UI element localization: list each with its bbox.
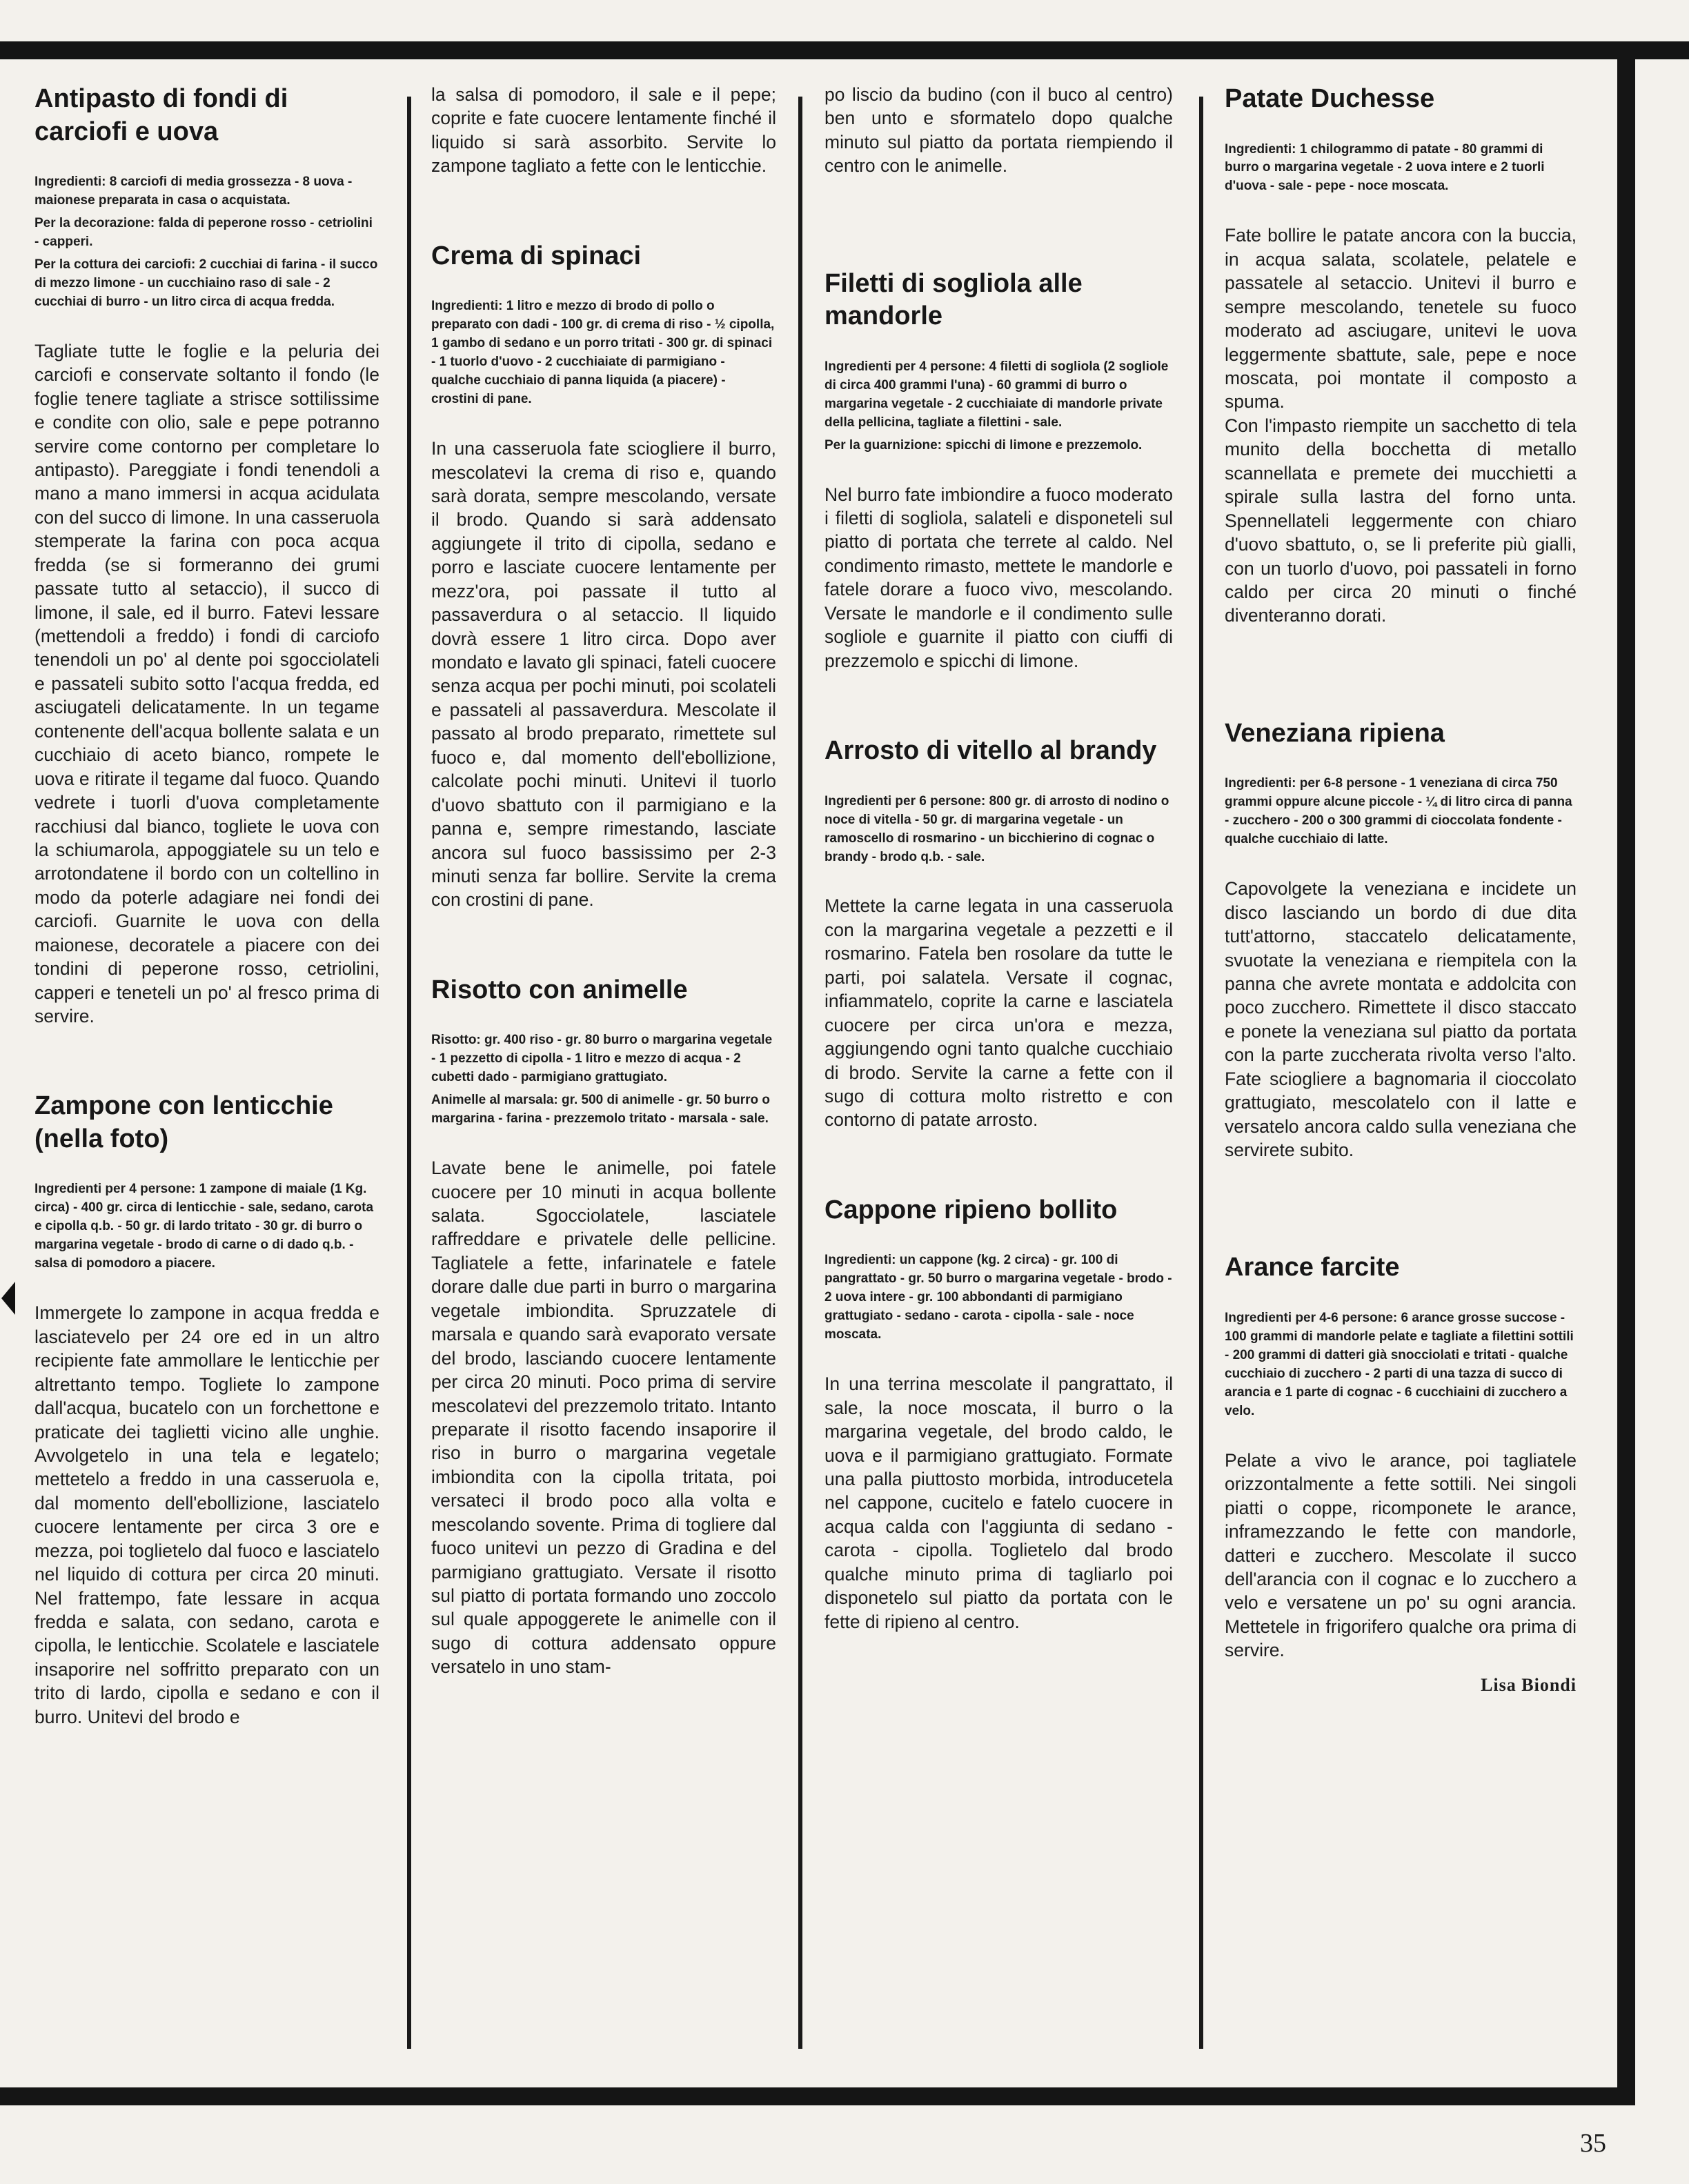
- ingredients-block: [824, 793, 1173, 867]
- ingredients-block: [1225, 1309, 1577, 1421]
- recipe-instructions: Pelate a vivo le arance, poi tagliatele orizzontalmente a fette sottili. Nei singoli piatti o coppe, ricomponete le arance, inframezzando le fette con mandorle, datteri e zucchero. Mescolate il succo dell'arancia con il cognac e lo zucchero a velo e versatene un po' su ogni arancia. Mettetele in frigorifero qualche ora prima di servire.: [1225, 1449, 1577, 1661]
- recipe-instructions: Mettete la carne legata in una casseruola con la margarina vegetale a pezzetti e il rosmarino. Fatela ben rosolare da tutte le parti, poi salatela. Versate il cognac, infiammatelo, coprite la carne e lasciatela cuocere per circa un'ora e mezza, aggiungendo ogni tanto qualche cucchiaio di brodo. Servite la carne a fette con il sugo di cottura molto ristretto e con contorno di patate arrosto.: [824, 895, 1173, 1131]
- column-3: [824, 83, 1173, 2083]
- column-divider: [798, 97, 802, 2049]
- ingredients-text: Ingredienti: 8 carciofi di media grossezza - 8 uova - maionese preparata in casa o acquistata.: [34, 175, 353, 208]
- recipe-title: Crema di spinaci: [431, 241, 642, 270]
- recipe-title: Veneziana ripiena: [1225, 718, 1445, 748]
- recipe-title: Patate Duchesse: [1225, 84, 1435, 113]
- recipe-veneziana: [1225, 717, 1577, 1162]
- recipe-risotto: [431, 974, 776, 1679]
- recipe-instructions: Lavate bene le animelle, poi fatele cuocere per 10 minuti in acqua bollente salata. Sgocciolatele, lasciatele raffreddare e privatele delle pellicine. Tagliatele a fette, infarinatele e fatele dorare dalle due parti in burro o margarina vegetale imbiondita. Spruzzatele di marsala e quando sarà evaporato versate del brodo, lasciando cuocere lentamente per circa 20 minuti. Poco prima di servire mescolatevi del prezzemolo tritato. Intanto preparate il risotto facendo insaporire il riso in burro o margarina vegetale imbiondita con la cipolla tritata, poi versateci il brodo poco alla volta e mescolando sovente. Prima di togliere dal fuoco unitevi un pezzo di Gradina e del parmigiano grattugiato. Versate il risotto sul piatto di portata formando uno zoccolo sul quale appoggerete le animelle con il sugo di cottura addensato oppure versatelo in uno stam-: [431, 1158, 776, 1678]
- recipe-arance: [1225, 1251, 1577, 1695]
- ingredients-text: Ingredienti: un cappone (kg. 2 circa) - gr. 100 di pangrattato - gr. 50 burro o margarina vegetale - brodo - 2 uova intere - gr. 100 abbondanti di parmigiano grattugiato - sedano - carota - cipolla - sale - noce moscata.: [824, 1253, 1172, 1342]
- page-frame-bottom: [0, 2087, 1635, 2105]
- author-signature: Lisa Biondi: [1481, 1674, 1577, 1695]
- ingredients-text: Ingredienti per 4 persone: 4 filetti di sogliola (2 sogliole di circa 400 grammi l'una) - 60 grammi di burro o margarina vegetale - 2 cucchiaiate di mandorle private della pellicina, tagliate a filettini - sale.: [824, 359, 1169, 430]
- ingredients-block: [824, 1251, 1173, 1344]
- page-number: 35: [1580, 2129, 1606, 2158]
- arrow-left-icon: [1, 1282, 15, 1315]
- recipe-instructions: Nel burro fate imbiondire a fuoco moderato i filetti di sogliola, salateli e disponeteli sul piatto di portata che terrete al caldo. Nel condimento rimasto, mettete le mandorle e fatele dorare a fuoco vivo, mescolando. Versate le mandorle e il condimento sulle sogliole e guarnite il piatto con ciuffi di prezzemolo e spicchi di limone.: [824, 484, 1173, 671]
- recipe-arrosto: [824, 735, 1173, 1132]
- ingredients-block: [431, 297, 776, 409]
- recipe-filetti: [824, 268, 1173, 673]
- recipe-instructions: Capovolgete la veneziana e incidete un disco lasciando un bordo di due dita tutt'attorno, staccatelo delicatamente, svuotate la veneziana e riempitela con la panna che avrete montata e addolcita con poco zucchero. Rimettete il disco staccato e ponete la veneziana sul piatto da portata con la parte zuccherata rivolta verso l'alto. Fate sciogliere a bagnomaria il cioccolato grattugiato, mescolatelo con il latte e versatelo ancora caldo sulla veneziana che servirete subito.: [1225, 878, 1577, 1161]
- recipe-patate: [1225, 83, 1577, 628]
- column-1: [34, 83, 379, 2083]
- recipe-zampone: [34, 1090, 379, 1729]
- decoration-text: Per la decorazione: falda di peperone rosso - cetriolini - capperi.: [34, 215, 373, 249]
- ingredients-text: Ingredienti: 1 litro e mezzo di brodo di pollo o preparato con dadi - 100 gr. di crema di riso - ½ cipolla, 1 gambo di sedano e un porro tritati - 300 gr. di spinaci - 1 tuorlo d'uovo - 2 cucchiaiate di parmigiano - qualche cucchiaio di panna liquida (a piacere) - crostini di pane.: [431, 299, 775, 407]
- ingredients-block: [1225, 775, 1577, 849]
- ingredients-block: [1225, 141, 1577, 197]
- garnish-text: Per la guarnizione: spicchi di limone e prezzemolo.: [824, 437, 1143, 453]
- recipe-instructions: Tagliate tutte le foglie e la peluria dei carciofi e conservate soltanto il fondo (le foglie tenere tagliate a strisce sottilissime e condite con olio, sale e pepe potranno servire come contorno per completare lo antipasto). Pareggiate i fondi tenendoli a mano a mano immersi in acqua acidulata con del succo di limone. In una casseruola stemperate la farina con poca acqua fredda (se si formeranno dei grumi passate tutto al setaccio), il succo di limone, il sale, ed il burro. Fatevi lessare (mettendoli a freddo) i fondi di carciofo tenendoli un po' al dente poi sgocciolateli e passateli subito sotto l'acqua fredda, ed asciugateli delicatamente. In un tegame contenente dell'acqua bollente salata e un cucchiaio di aceto bianco, rompete le uova e ritirate il tegame dal fuoco. Quando vedrete i tuorli d'uova completamente racchiusi dal bianco, togliete le uova con la schiumarola, appoggiatele su un telo e arrotondatene il bordo con un coltellino in modo da poterle adagiare nei fondi dei carciofi. Guarnite le uova con della maionese, decoratele a piacere con dei tondini di peperone rosso, cetriolini, capperi e teneteli un po' al fresco prima di servire.: [34, 340, 379, 1027]
- recipe-instructions-continued: Con l'impasto riempite un sacchetto di tela munito della bocchetta di metallo scannellata e premete dei mucchietti a spirale sulla lastra del forno unta. Spennellateli leggermente con chiaro d'uovo sbattuto, o, se li preferite più gialli, con un tuorlo d'uovo, poi passateli in forno caldo per circa 20 minuti o finché diventeranno dorati.: [1225, 415, 1577, 626]
- recipe-title: Risotto con animelle: [431, 975, 688, 1004]
- recipe-instructions: In una terrina mescolate il pangrattato, il sale, la noce moscata, il burro o la margarina vegetale, del brodo caldo, le uova e il parmigiano grattugiato. Formate una palla piuttosto morbida, introducetela nel cappone, cucitelo e fatelo cuocere in acqua calda con l'aggiunta di sedano - carota - cipolla. Toglietelo dal brodo qualche minuto prima di tagliarlo poi disponetelo sul piatto da portata con le fette di ripieno al centro.: [824, 1373, 1173, 1632]
- page-frame-top: [0, 41, 1689, 59]
- recipe-risotto-continued: [824, 83, 1173, 178]
- recipe-instructions-continued: po liscio da budino (con il buco al centro) ben unto e sformatelo dopo qualche minuto sul piatto da portata riempiendo il centro con le animelle.: [824, 84, 1173, 177]
- recipe-title: Arance farcite: [1225, 1253, 1400, 1282]
- column-4: [1225, 83, 1577, 2083]
- column-divider: [1199, 97, 1203, 2049]
- recipe-instructions: In una casseruola fate sciogliere il burro, mescolatevi la crema di riso e, quando sarà dorata, sempre mescolando, versate il brodo. Quando si sarà addensato aggiungete il trito di cipolla, sedano e porro e lasciate cuocere lentamente per mezz'ora, poi passate il tutto al passaverdura o al setaccio. Il liquido dovrà essere 1 litro circa. Dopo aver mondato e lavato gli spinaci, fateli cuocere senza acqua per pochi minuti, poi scolateli e passateli al passaverdura. Mescolate il passato al brodo preparato, rimettete sul fuoco e, dal momento dell'ebollizione, calcolate pochi minuti. Unitevi il tuorlo d'uovo sbattuto con il parmigiano e la panna e, sempre rimestando, lasciate ancora sul fuoco bassissimo per 2-3 minuti senza far bollire. Servite la crema con crostini di pane.: [431, 438, 776, 911]
- recipe-title: Cappone ripieno bollito: [824, 1195, 1118, 1224]
- ingredients-text-secondary: Animelle al marsala: gr. 500 di animelle - gr. 50 burro o margarina - farina - prezzemolo tritato - marsala - sale.: [431, 1093, 771, 1126]
- recipe-antipasto: [34, 83, 379, 1028]
- recipe-cappone: [824, 1194, 1173, 1634]
- recipe-title: Antipasto di fondi di carciofi e uova: [34, 84, 288, 146]
- page-frame-right: [1617, 41, 1635, 2105]
- column-2: [431, 83, 776, 2083]
- ingredients-text: Risotto: gr. 400 riso - gr. 80 burro o margarina vegetale - 1 pezzetto di cipolla - 1 litro e mezzo di acqua - 2 cubetti dado - parmigiano grattugiato.: [431, 1033, 773, 1085]
- ingredients-text: Ingredienti per 4 persone: 1 zampone di maiale (1 Kg. circa) - 400 gr. circa di lenticchie - sale, sedano, carota e cipolla q.b. - 50 gr. di lardo tritato - 30 gr. di burro o margarina vegetale - brodo di carne o di dado q.b. - salsa di pomodoro a piacere.: [34, 1182, 374, 1271]
- recipe-title: Arrosto di vitello al brandy: [824, 736, 1157, 766]
- ingredients-block: [34, 173, 379, 312]
- ingredients-text: Ingredienti per 4-6 persone: 6 arance grosse succose - 100 grammi di mandorle pelate e tagliate a filettini sottili - 200 grammi di datteri già snocciolati e tritati - qualche cucchiaio di zucchero - 2 parti di una tazza di succo di arancia e 1 parte di cognac - 6 cucchiaini di zucchero a velo.: [1225, 1310, 1574, 1418]
- recipe-crema-spinaci: [431, 240, 776, 912]
- ingredients-text: Ingredienti: 1 chilogrammo di patate - 80 grammi di burro o margarina vegetale - 2 uova intere e 2 tuorli d'uova - sale - pepe - noce moscata.: [1225, 141, 1545, 194]
- recipe-zampone-continued: [431, 83, 776, 178]
- recipe-instructions: Immergete lo zampone in acqua fredda e lasciatevelo per 24 ore ed in un altro recipiente fate ammollare le lenticchie per altrettanto tempo. Togliete lo zampone dall'acqua, bucatelo con un forchettone e praticate dei taglietti vicino alle unghie. Avvolgetelo in una tela e legatelo; mettetelo a freddo in una casseruola e, dal momento dell'ebollizione, lasciatelo cuocere lentamente per circa 3 ore e mezza, poi toglietelo dal fuoco e lasciatelo nel liquido di cottura per circa 20 minuti. Nel frattempo, fate lessare in acqua fredda e salata, con sedano, carota e cipolla, le lenticchie. Scolatele e lasciatele insaporire nel soffritto preparato con un trito di lardo, cipolla e sedano e con il burro. Unitevi del brodo e: [34, 1302, 379, 1727]
- ingredients-block: [431, 1031, 776, 1129]
- ingredients-text: Ingredienti: per 6-8 persone - 1 veneziana di circa 750 grammi oppure alcune piccole - ¼ di litro circa di panna - zucchero - 200 o 300 grammi di cioccolata fondente - qualche cucchiaio di latte.: [1225, 776, 1572, 847]
- recipe-title: Filetti di sogliola alle mandorle: [824, 268, 1083, 331]
- ingredients-block: [34, 1180, 379, 1273]
- ingredients-block: [824, 358, 1173, 455]
- recipe-instructions-continued: la salsa di pomodoro, il sale e il pepe; coprite e fate cuocere lentamente finché il liquido si sarà assorbito. Servite lo zampone tagliato a fette con le lenticchie.: [431, 84, 776, 177]
- cooking-ingredients-text: Per la cottura dei carciofi: 2 cucchiai di farina - il succo di mezzo limone - un cucchiaino raso di sale - 2 cucchiai di burro - un litro circa di acqua fredda.: [34, 257, 378, 309]
- recipe-title: Zampone con lenticchie (nella foto): [34, 1091, 333, 1153]
- ingredients-text: Ingredienti per 6 persone: 800 gr. di arrosto di nodino o noce di vitella - 50 gr. di margarina vegetale - un ramoscello di rosmarino - un bicchierino di cognac o brandy - brodo q.b. - sale.: [824, 793, 1169, 864]
- recipe-instructions: Fate bollire le patate ancora con la buccia, in acqua salata, scolatele, pelatele e passatele al setaccio. Unitevi il burro e sempre mescolando, tenetele su fuoco moderato ad asciugare, unitevi le uova leggermente sbattute, sale, pepe e noce moscata, poi montate il composto a spuma.: [1225, 225, 1577, 413]
- column-divider: [407, 97, 411, 2049]
